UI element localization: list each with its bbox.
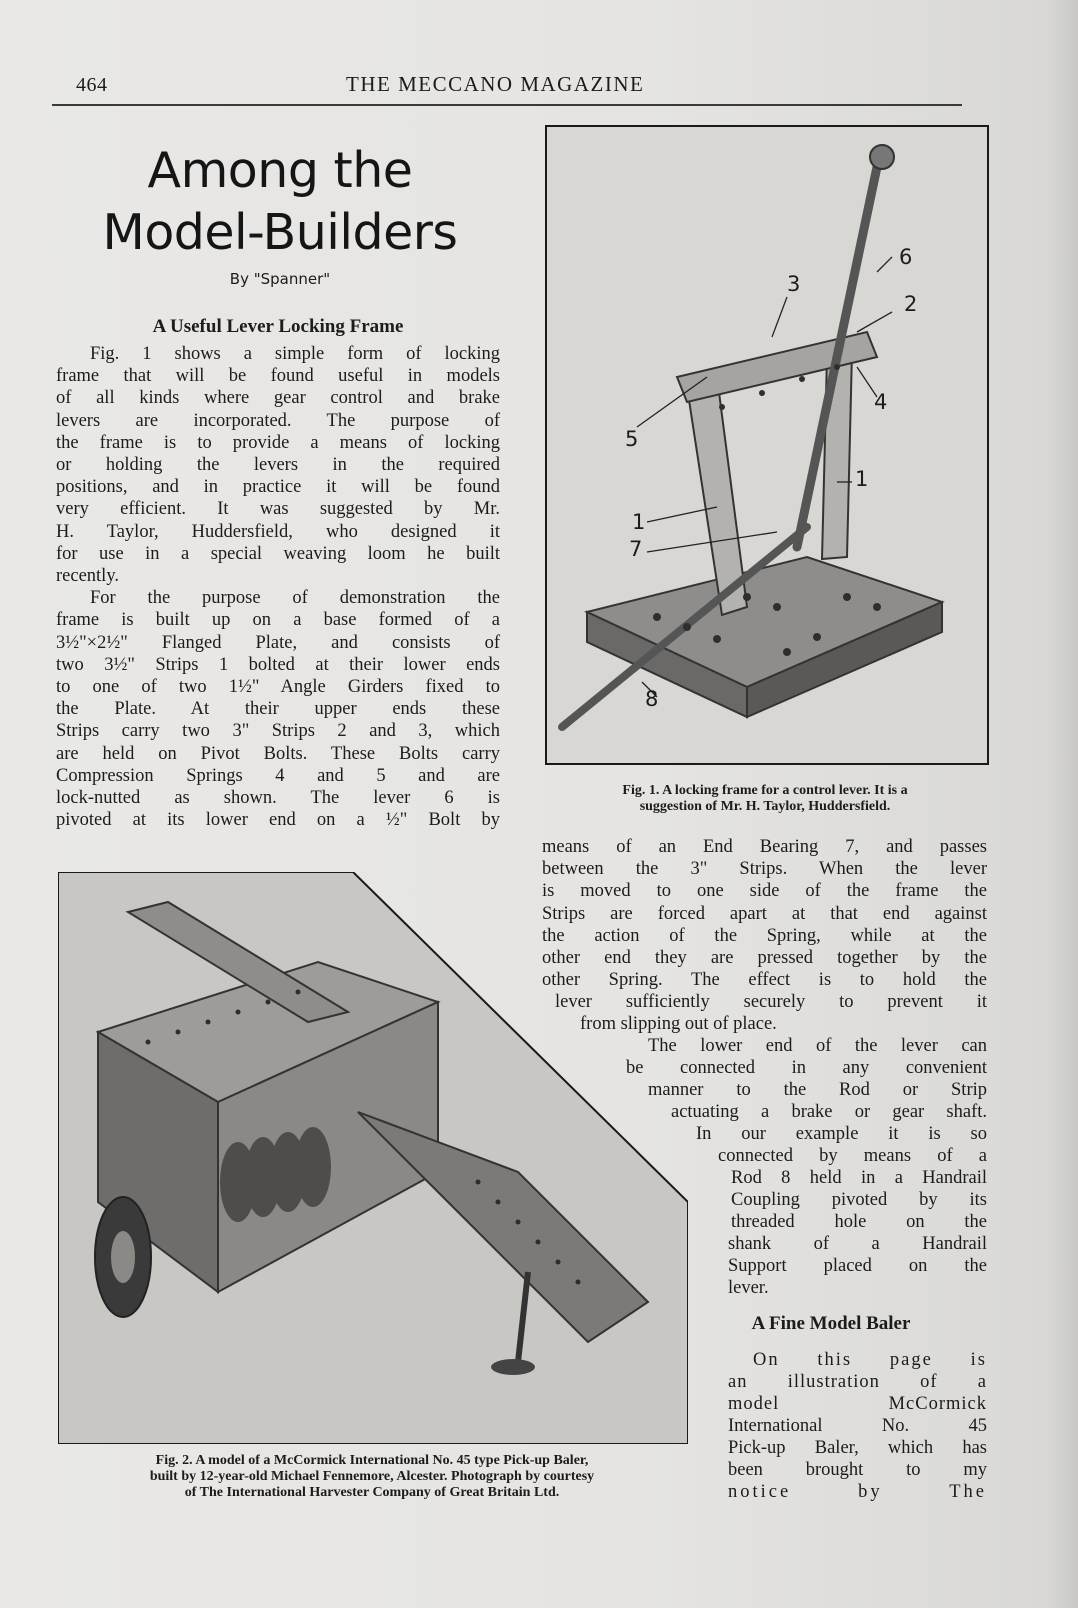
text-line: are held on Pivot Bolts. These Bolts carry	[56, 743, 500, 764]
text-line: recently.	[56, 566, 119, 587]
text-line: very efficient. It was suggested by Mr.	[56, 499, 500, 520]
text-line: been brought to my	[728, 1460, 987, 1480]
callout-label: 5	[625, 427, 639, 451]
text-line: 3½"×2½" Flanged Plate, and consists of	[56, 632, 500, 653]
caption-line: built by 12-year-old Michael Fennemore, Alcester. Photograph by courtesy	[149, 1469, 595, 1484]
text-line: Fig. 1 shows a simple form of locking	[90, 344, 500, 364]
text-line: actuating a brake or gear shaft.	[671, 1102, 987, 1122]
text-line: Coupling pivoted by its	[731, 1190, 987, 1210]
article-headline	[60, 140, 500, 264]
text-line: manner to the Rod or Strip	[648, 1080, 987, 1100]
text-line: for use in a special weaving loom he built	[56, 543, 500, 564]
headline-line-1: Among the	[147, 142, 413, 199]
byline: By "Spanner"	[229, 270, 331, 288]
text-line: frame that will be found useful in models	[56, 366, 500, 387]
caption-line: of The International Harvester Company of Great Britain Ltd.	[184, 1485, 560, 1500]
text-line: means of an End Bearing 7, and passes	[542, 837, 987, 857]
text-line: The lower end of the lever can	[648, 1036, 987, 1056]
text-line: H. Taylor, Huddersfield, who designed it	[56, 521, 500, 542]
figure-2-caption	[52, 1453, 692, 1501]
figure-1-photo	[545, 125, 989, 765]
caption-line: Fig. 2. A model of a McCormick International No. 45 type Pick-up Baler,	[155, 1453, 589, 1468]
header-rule	[52, 104, 962, 106]
text-line: lever sufficiently securely to prevent it	[555, 992, 987, 1012]
text-line: between the 3" Strips. When the lever	[542, 859, 987, 880]
text-line: is moved to one side of the frame the	[542, 881, 987, 902]
text-line: lock-nutted as shown. The lever 6 is	[56, 788, 500, 809]
text-line: Pick-up Baler, which has	[728, 1438, 987, 1458]
text-line: In our example it is so	[696, 1124, 987, 1144]
callout-label: 4	[874, 390, 888, 414]
text-line: model McCormick	[728, 1394, 987, 1414]
text-line: lever.	[728, 1278, 769, 1298]
text-line: positions, and in practice it will be found	[56, 477, 500, 498]
text-line: For the purpose of demonstration the	[90, 588, 500, 609]
text-line: Support placed on the	[728, 1256, 987, 1276]
text-line: Strips are forced apart at that end against	[542, 903, 987, 924]
text-line: the action of the Spring, while at the	[542, 925, 987, 946]
figure-1-caption	[540, 783, 990, 815]
text-line: frame is built up on a base formed of a	[56, 610, 500, 631]
caption-line: suggestion of Mr. H. Taylor, Huddersfield.	[639, 799, 891, 814]
headline-line-2: Model-Builders	[102, 204, 458, 261]
text-line: levers are incorporated. The purpose of	[56, 410, 500, 431]
text-line: from slipping out of place.	[580, 1014, 777, 1034]
text-line: Rod 8 held in a Handrail	[731, 1168, 987, 1188]
text-line: to one of two 1½" Angle Girders fixed to	[56, 677, 500, 698]
text-line: notice by The	[728, 1482, 987, 1502]
page-number: 464	[76, 74, 108, 96]
figure-2-photo	[58, 872, 688, 1444]
section-heading-baler: A Fine Model Baler	[751, 1313, 911, 1334]
magazine-title: THE MECCANO MAGAZINE	[346, 72, 645, 96]
section-heading-lever: A Useful Lever Locking Frame	[152, 316, 404, 337]
text-line: of all kinds where gear control and brake	[56, 388, 500, 409]
text-line: threaded hole on the	[731, 1212, 987, 1232]
text-line: pivoted at its lower end on a ½" Bolt by	[56, 810, 500, 831]
callout-label: 6	[899, 245, 913, 269]
baler-model-illustration	[58, 872, 688, 1444]
callout-label: 7	[629, 537, 643, 561]
text-line: other end they are pressed together by the	[542, 948, 987, 969]
text-line: or holding the levers in the required	[56, 455, 500, 476]
text-line: International No. 45	[728, 1416, 987, 1436]
caption-line: Fig. 1. A locking frame for a control lever. It is a	[622, 783, 908, 798]
text-line: Compression Springs 4 and 5 and are	[56, 765, 500, 786]
text-line: an illustration of a	[728, 1372, 987, 1392]
text-line: connected by means of a	[718, 1146, 987, 1166]
callout-label: 2	[904, 292, 918, 316]
text-line: the Plate. At their upper ends these	[56, 699, 500, 720]
body-column-left	[56, 343, 500, 831]
text-line: two 3½" Strips 1 bolted at their lower ends	[56, 654, 500, 675]
text-line: Strips carry two 3" Strips 2 and 3, which	[56, 721, 500, 742]
text-line: the frame is to provide a means of locking	[56, 432, 500, 453]
text-line: other Spring. The effect is to hold the	[542, 970, 987, 991]
callout-label: 3	[787, 272, 801, 296]
callout-label: 8	[645, 687, 659, 711]
callout-label: 1	[855, 467, 869, 491]
text-line: be connected in any convenient	[626, 1058, 987, 1078]
text-line: On this page is	[753, 1350, 987, 1370]
text-line: shank of a Handrail	[728, 1234, 987, 1254]
callout-label: 1	[632, 510, 646, 534]
locking-frame-illustration	[547, 127, 987, 763]
